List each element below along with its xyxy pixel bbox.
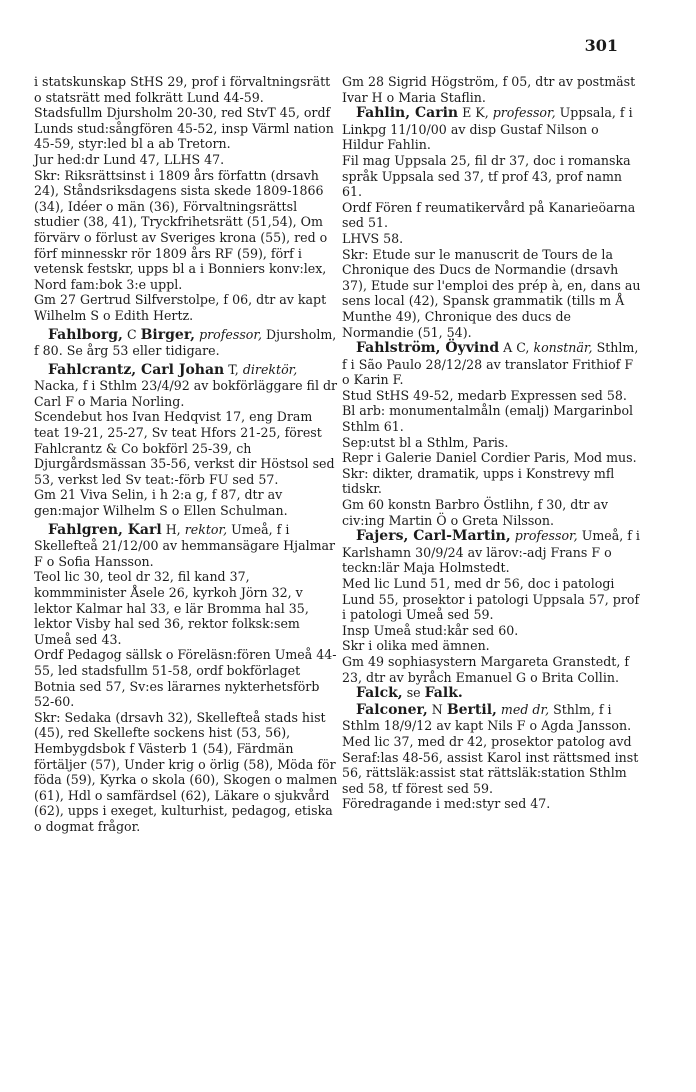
entry-paragraph: Skr: dikter, dramatik, upps i Konstrevy mfl tidskr. [342, 465, 615, 497]
continued-text: i statskunskap StHS 29, prof i förvaltningsrätt o statsrätt med folkrätt Lund 44-59. [34, 74, 331, 105]
entry-see-word: se [406, 685, 421, 701]
entry-paragraph: Fil mag Uppsala 25, fil dr 37, doc i romanska språk Uppsala sed 37, tf prof 43, prof namn 61. [342, 152, 631, 200]
entry-text: Sthlm, f i Sthlm 18/9/12 av kapt Nils F o Agda Jansson. [342, 701, 632, 734]
entry-initial: E K, [462, 105, 489, 121]
entry-name: Fajers, Carl-Martin, [356, 528, 511, 545]
continued-text: Jur hed:dr Lund 47, LLHS 47. [34, 151, 225, 167]
entry-fahlgren [34, 522, 340, 570]
entry-paragraph: Sep:utst bl a Sthlm, Paris. [342, 434, 509, 450]
entry-initial: H, [165, 521, 181, 537]
entry-title: professor, [514, 528, 578, 544]
entry-title: professor, [199, 326, 263, 342]
entry-falconer [342, 702, 642, 734]
right-column [342, 74, 642, 812]
entry-title: professor, [492, 105, 556, 121]
entry-paragraph: Skr i olika med ämnen. [342, 638, 490, 654]
entry-paragraph: Föredragande i med:styr sed 47. [342, 796, 551, 812]
entry-paragraph: Gm 21 Viva Selin, i h 2:a g, f 87, dtr av gen:major Wilhelm S o Ellen Schulman. [34, 487, 288, 519]
entry-paragraph: Med lic Lund 51, med dr 56, doc i patologi Lund 55, prosektor i patologi Uppsala 57, prof i patologi Umeå sed 59. [342, 576, 640, 623]
entry-name: Fahlström, Öyvind [356, 340, 500, 357]
entry-falck [342, 685, 642, 702]
entry-paragraph: Scendebut hos Ivan Hedqvist 17, eng Dram teat 19-21, 25-27, Sv teat Hfors 21-25, förest Fahlcrantz & Co bokförl 25-39, ch Djurgårdsmässan 35-56, verkst dir Höstsol sed 53, verkst led Sv teat:-förb FU sed 57. [34, 409, 335, 487]
entry-fahlborg [34, 327, 340, 359]
entry-paragraph: LHVS 58. [342, 230, 404, 246]
entry-paragraph: Insp Umeå stud:kår sed 60. [342, 622, 519, 638]
entry-text: Nacka, f i Sthlm 23/4/92 av bokförläggare fil dr Carl F o Maria Norling. [34, 378, 338, 409]
entry-given-name: Birger, [140, 326, 196, 343]
entry-name: Fahlin, Carin [356, 105, 459, 122]
entry-name: Fahlborg, [48, 326, 123, 343]
entry-cross-reference: Falk. [424, 685, 463, 702]
entry-fahlcrantz [34, 362, 340, 410]
page-number: 301 [584, 36, 618, 55]
entry-paragraph: Teol lic 30, teol dr 32, fil kand 37, kommminister Åsele 26, kyrkoh Jörn 32, v lektor Kalmar hal 33, e lär Bromma hal 35, lektor Visby hal sed 36, rektor folksk:sem Umeå sed 43. [34, 569, 309, 647]
entry-initial: T, [228, 361, 239, 377]
entry-paragraph: Skr: Sedaka (drsavh 32), Skellefteå stads hist (45), red Skellefte sockens hist (53, 56), Hembygdsbok f Västerb 1 (54), Färdmän förtäljer (57), Under krig o örlig (58), Möda för föda (59), Kyrka o skola (60), Skogen o malmen (61), Hdl o samfärdsel (62), Läkare o sjukvård (62), upps i exeget, kulturhist, pedagog, etiska o dogmat frågor. [34, 709, 338, 834]
entry-text: Djursholm, f 80. Se årg 53 eller tidigare. [34, 326, 337, 359]
entry-fajers [342, 528, 642, 576]
entry-paragraph: Bl arb: monumentalmåln (emalj) Margarinbol Sthlm 61. [342, 403, 634, 435]
entry-paragraph: Ordf Pedagog sällsk o Föreläsn:fören Umeå 44-55, led stadsfullm 51-58, ordf bokförlaget Botnia sed 57, Sv:es lärarnes nykterhetsförb 52-60. [34, 647, 337, 710]
entry-text: Uppsala, f i Linkpg 11/10/00 av disp Gustaf Nilson o Hildur Fahlin. [342, 105, 633, 153]
entry-name: Fahlcrantz, Carl Johan [48, 361, 225, 378]
continued-text: Gm 27 Gertrud Silfverstolpe, f 06, dtr av kapt Wilhelm S o Edith Hertz. [34, 292, 327, 323]
entry-title: direktör, [242, 361, 298, 377]
entry-given-name: Bertil, [446, 701, 497, 718]
entry-title: med dr, [500, 701, 550, 717]
entry-fahlin [342, 105, 642, 153]
entry-initial: N [431, 701, 443, 717]
continued-text: Skr: Riksrättsinst i 1809 års författn (drsavh 24), Ståndsriksdagens sista skede 1809-1866 (34), Idéer o män (36), Förvaltningsrättsl studier (38, 41), Tryckfrihetsrätt (51,54), Om förvärv o förlust av Sveriges krona (55), red o förf minnesskr rör 1809 års RF (59), förf i vetensk festskr, upps bl a i Bonniers konv:lex, Nord fam:bok 3:e uppl. [34, 167, 328, 292]
entry-paragraph: Med lic 37, med dr 42, prosektor patolog avd Seraf:las 48-56, assist Karol inst rättsmed inst 56, rättsläk:assist stat rättsläk:station Sthlm sed 58, tf förest sed 59. [342, 733, 639, 796]
entry-name: Falconer, [356, 701, 428, 718]
entry-title: rektor, [184, 521, 228, 537]
entry-name: Fahlgren, Karl [48, 521, 162, 538]
entry-paragraph: Stud StHS 49-52, medarb Expressen sed 58. [342, 387, 627, 403]
entry-paragraph: Ordf Fören f reumatikervård på Kanarieöarna sed 51. [342, 199, 636, 231]
entry-text: Umeå, f i Skellefteå 21/12/00 av hemmansägare Hjalmar F o Sofia Hansson. [34, 521, 336, 569]
entry-paragraph: Gm 49 sophiasystern Margareta Granstedt, f 23, dtr av byråch Emanuel G o Brita Collin. [342, 653, 629, 685]
continued-text: Stadsfullm Djursholm 20-30, red StvT 45, ordf Lunds stud:sångfören 45-52, insp Värml nation 45-59, styr:led bl a ab Tretorn. [34, 105, 334, 152]
entry-initial: A C, [503, 340, 530, 356]
entry-initial: C [126, 326, 137, 342]
entry-paragraph: Repr i Galerie Daniel Cordier Paris, Mod mus. [342, 450, 637, 466]
left-column [34, 74, 340, 835]
entry-name: Falck, [356, 685, 403, 702]
continued-text: Gm 28 Sigrid Högström, f 05, dtr av postmäst Ivar H o Maria Staflin. [342, 74, 636, 105]
entry-paragraph: Gm 60 konstn Barbro Östlihn, f 30, dtr av civ:ing Martin Ö o Greta Nilsson. [342, 497, 609, 528]
entry-title: konstnär, [533, 340, 593, 356]
entry-text: Umeå, f i Karlshamn 30/9/24 av lärov:-adj Frans F o teckn:lär Maja Holmstedt. [342, 528, 640, 576]
entry-text: Sthlm, f i São Paulo 28/12/28 av translator Frithiof F o Karin F. [342, 340, 639, 388]
entry-paragraph: Skr: Etude sur le manuscrit de Tours de la Chronique des Ducs de Normandie (drsavh 37), Etude sur l'emploi des prép à, en, dans au sens local (42), Spansk grammatik (tills m Å Munthe 49), Chronique des ducs de Normandie (51, 54). [342, 246, 641, 340]
entry-fahlstrom [342, 340, 642, 388]
